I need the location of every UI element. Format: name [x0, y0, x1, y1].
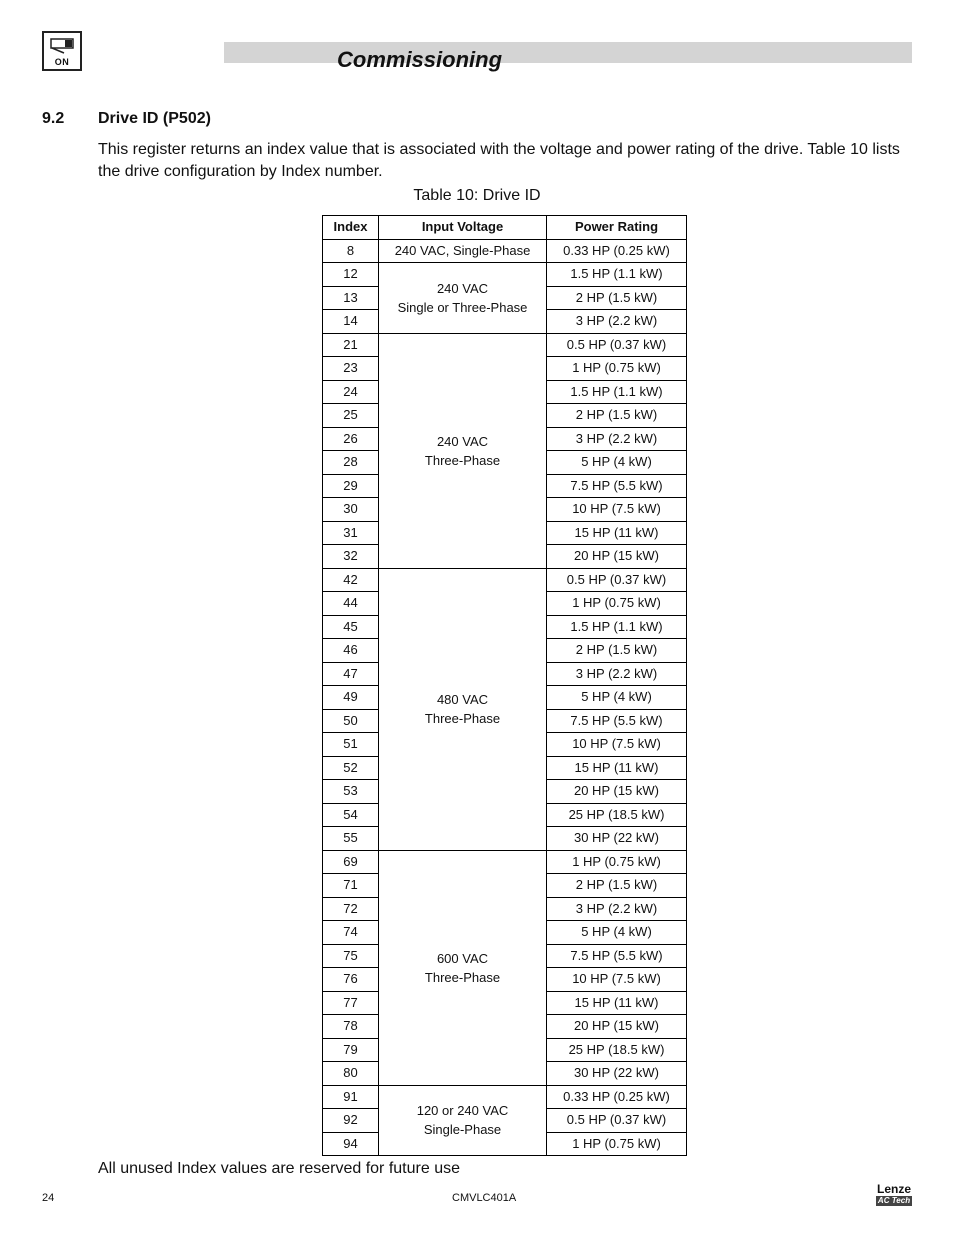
input-voltage-line: Single or Three-Phase — [397, 299, 528, 315]
index-cell: 79 — [323, 1038, 379, 1062]
input-voltage-cell — [379, 568, 547, 850]
input-voltage-cell — [379, 263, 547, 334]
power-switch-on-icon — [42, 31, 82, 71]
footnote: All unused Index values are reserved for future use — [98, 1160, 460, 1177]
power-rating-cell: 30 HP (22 kW) — [547, 1062, 687, 1086]
table-row — [323, 333, 687, 357]
index-cell: 29 — [323, 474, 379, 498]
index-cell: 31 — [323, 521, 379, 545]
power-rating-cell: 0.33 HP (0.25 kW) — [547, 239, 687, 263]
table-row — [323, 850, 687, 874]
power-rating-cell: 15 HP (11 kW) — [547, 756, 687, 780]
input-voltage-line: Single-Phase — [423, 1122, 502, 1138]
index-cell: 69 — [323, 850, 379, 874]
table-header-row — [323, 216, 687, 240]
index-cell: 12 — [323, 263, 379, 287]
power-rating-cell: 7.5 HP (5.5 kW) — [547, 944, 687, 968]
section-number: 9.2 — [42, 110, 65, 127]
header-index: Index — [323, 216, 379, 240]
header-bar — [224, 42, 912, 63]
power-rating-cell: 5 HP (4 kW) — [547, 686, 687, 710]
index-cell: 21 — [323, 333, 379, 357]
section-title: Drive ID (P502) — [98, 110, 211, 127]
power-rating-cell: 10 HP (7.5 kW) — [547, 733, 687, 757]
input-voltage-line: Three-Phase — [424, 711, 501, 726]
index-cell: 94 — [323, 1132, 379, 1156]
table-row — [323, 263, 687, 287]
power-rating-cell: 10 HP (7.5 kW) — [547, 498, 687, 522]
table-caption: Table 10: Drive ID — [413, 187, 541, 204]
index-cell: 32 — [323, 545, 379, 569]
logo-brand: Lenze — [876, 1182, 911, 1196]
power-rating-cell: 10 HP (7.5 kW) — [547, 968, 687, 992]
input-voltage-line: 240 VAC — [436, 280, 489, 296]
power-rating-cell: 3 HP (2.2 kW) — [547, 310, 687, 334]
index-cell: 78 — [323, 1015, 379, 1039]
index-cell: 91 — [323, 1085, 379, 1109]
power-rating-cell: 15 HP (11 kW) — [547, 521, 687, 545]
table-row — [323, 1085, 687, 1109]
index-cell: 54 — [323, 803, 379, 827]
power-rating-cell: 2 HP (1.5 kW) — [547, 286, 687, 310]
power-rating-cell: 20 HP (15 kW) — [547, 545, 687, 569]
power-rating-cell: 5 HP (4 kW) — [547, 921, 687, 945]
input-voltage-line: Three-Phase — [424, 452, 501, 468]
power-rating-cell: 3 HP (2.2 kW) — [547, 662, 687, 686]
power-rating-cell: 15 HP (11 kW) — [547, 991, 687, 1015]
input-voltage-line: 240 VAC, Single-Phase — [394, 242, 531, 258]
document-code: CMVLC401A — [452, 1192, 517, 1204]
index-cell: 47 — [323, 662, 379, 686]
index-cell: 80 — [323, 1062, 379, 1086]
index-cell: 53 — [323, 780, 379, 804]
power-rating-cell: 25 HP (18.5 kW) — [547, 1038, 687, 1062]
logo-sub: AC Tech — [877, 1196, 911, 1205]
index-cell: 46 — [323, 639, 379, 663]
power-rating-cell: 1.5 HP (1.1 kW) — [547, 263, 687, 287]
index-cell: 76 — [323, 968, 379, 992]
index-cell: 14 — [323, 310, 379, 334]
power-rating-cell: 0.5 HP (0.37 kW) — [547, 333, 687, 357]
power-rating-cell: 7.5 HP (5.5 kW) — [547, 474, 687, 498]
input-voltage-cell — [379, 239, 547, 263]
power-rating-cell: 0.33 HP (0.25 kW) — [547, 1085, 687, 1109]
index-cell: 24 — [323, 380, 379, 404]
drive-id-table — [322, 215, 687, 1156]
power-rating-cell: 1 HP (0.75 kW) — [547, 1132, 687, 1156]
power-rating-cell: 1 HP (0.75 kW) — [547, 850, 687, 874]
input-voltage-line: 120 or 240 VAC — [416, 1103, 509, 1119]
power-rating-cell: 20 HP (15 kW) — [547, 780, 687, 804]
table-row — [323, 239, 687, 263]
power-rating-cell: 2 HP (1.5 kW) — [547, 874, 687, 898]
index-cell: 28 — [323, 451, 379, 475]
header-input-voltage: Input Voltage — [379, 216, 547, 240]
index-cell: 55 — [323, 827, 379, 851]
index-cell: 45 — [323, 615, 379, 639]
power-rating-cell: 5 HP (4 kW) — [547, 451, 687, 475]
index-cell: 75 — [323, 944, 379, 968]
index-cell: 44 — [323, 592, 379, 616]
page-title: Commissioning — [337, 47, 503, 72]
power-rating-cell: 2 HP (1.5 kW) — [547, 639, 687, 663]
input-voltage-line: Three-Phase — [424, 969, 501, 985]
power-rating-cell: 3 HP (2.2 kW) — [547, 427, 687, 451]
header-power-rating: Power Rating — [547, 216, 687, 240]
power-rating-cell: 25 HP (18.5 kW) — [547, 803, 687, 827]
input-voltage-cell — [379, 333, 547, 568]
power-rating-cell: 1.5 HP (1.1 kW) — [547, 615, 687, 639]
input-voltage-line: 240 VAC — [436, 433, 489, 449]
index-cell: 50 — [323, 709, 379, 733]
index-cell: 74 — [323, 921, 379, 945]
index-cell: 52 — [323, 756, 379, 780]
power-rating-cell: 20 HP (15 kW) — [547, 1015, 687, 1039]
power-rating-cell: 7.5 HP (5.5 kW) — [547, 709, 687, 733]
index-cell: 49 — [323, 686, 379, 710]
power-rating-cell: 3 HP (2.2 kW) — [547, 897, 687, 921]
index-cell: 30 — [323, 498, 379, 522]
table-body — [323, 239, 687, 1156]
index-cell: 25 — [323, 404, 379, 428]
index-cell: 23 — [323, 357, 379, 381]
section-paragraph: This register returns an index value that is associated with the voltage and power rating of the drive. Table 10 lists the drive configuration by Index number. — [98, 141, 900, 180]
index-cell: 71 — [323, 874, 379, 898]
input-voltage-cell — [379, 850, 547, 1085]
page-number: 24 — [42, 1192, 55, 1204]
power-rating-cell: 30 HP (22 kW) — [547, 827, 687, 851]
power-rating-cell: 1 HP (0.75 kW) — [547, 592, 687, 616]
power-rating-cell: 2 HP (1.5 kW) — [547, 404, 687, 428]
input-voltage-cell — [379, 1085, 547, 1156]
index-cell: 92 — [323, 1109, 379, 1133]
input-voltage-line: 480 VAC — [436, 692, 489, 707]
index-cell: 72 — [323, 897, 379, 921]
table-row — [323, 568, 687, 592]
power-rating-cell: 1.5 HP (1.1 kW) — [547, 380, 687, 404]
input-voltage-line: 600 VAC — [436, 950, 489, 966]
index-cell: 8 — [323, 239, 379, 263]
lenze-logo — [876, 1183, 912, 1206]
index-cell: 26 — [323, 427, 379, 451]
index-cell: 42 — [323, 568, 379, 592]
index-cell: 51 — [323, 733, 379, 757]
power-rating-cell: 0.5 HP (0.37 kW) — [547, 1109, 687, 1133]
power-rating-cell: 1 HP (0.75 kW) — [547, 357, 687, 381]
power-rating-cell: 0.5 HP (0.37 kW) — [547, 568, 687, 592]
index-cell: 77 — [323, 991, 379, 1015]
index-cell: 13 — [323, 286, 379, 310]
on-label: ON — [54, 57, 70, 67]
